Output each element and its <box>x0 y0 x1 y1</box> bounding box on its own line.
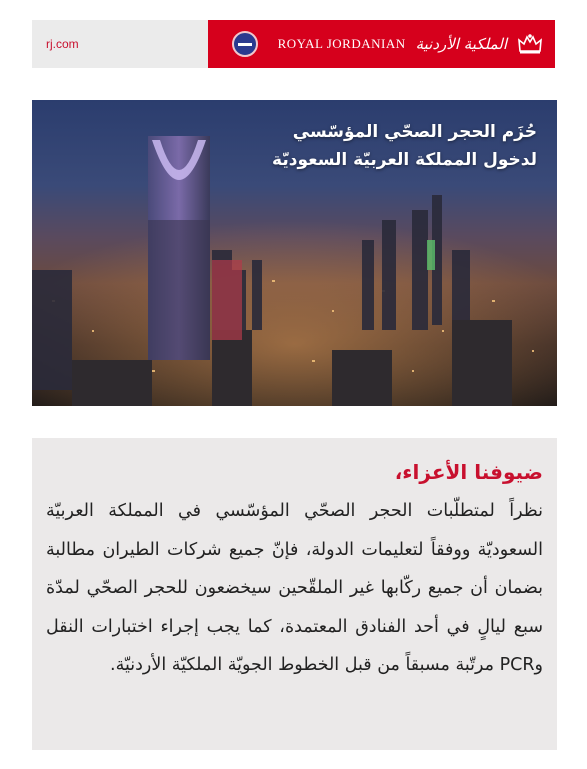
rj-emblem-icon <box>232 31 258 57</box>
hero-title <box>272 118 537 174</box>
brand-name-english: ROYAL JORDANIAN <box>277 36 406 51</box>
hero-title-line-1: حُزَم الحجر الصحّي المؤسّسي <box>292 122 537 142</box>
hero-banner[interactable] <box>32 100 557 406</box>
notice-body: نظراً لمتطلّبات الحجر الصحّي المؤسّسي في المملكة العربيّة السعوديّة ووفقاً لتعليمات الدولة، فإنّ جميع شركات الطيران مطالبة بضمان أن جميع ركّابها غير الملقّحين سيخضعون للحجر الصحّي لمدّة سبع ليالٍ في أحد الفنادق المعتمدة، كما يجب إجراء اختبارات النقل وPCR مرتّبة مسبقاً من قبل الخطوط الجويّة الملكيّة الأردنيّة. <box>46 501 543 675</box>
crown-icon <box>517 33 543 55</box>
site-link[interactable]: rj.com <box>46 37 79 51</box>
brand-name-arabic: الملكية الأردنية <box>415 35 507 53</box>
notice-card <box>32 438 557 750</box>
header-left-panel <box>32 20 208 68</box>
hero-title-line-2: لدخول المملكة العربيّة السعوديّة <box>272 150 537 170</box>
header-bar <box>32 20 555 68</box>
notice-title: ضيوفنا الأعزاء، <box>394 460 543 484</box>
brand-banner[interactable] <box>208 20 555 68</box>
